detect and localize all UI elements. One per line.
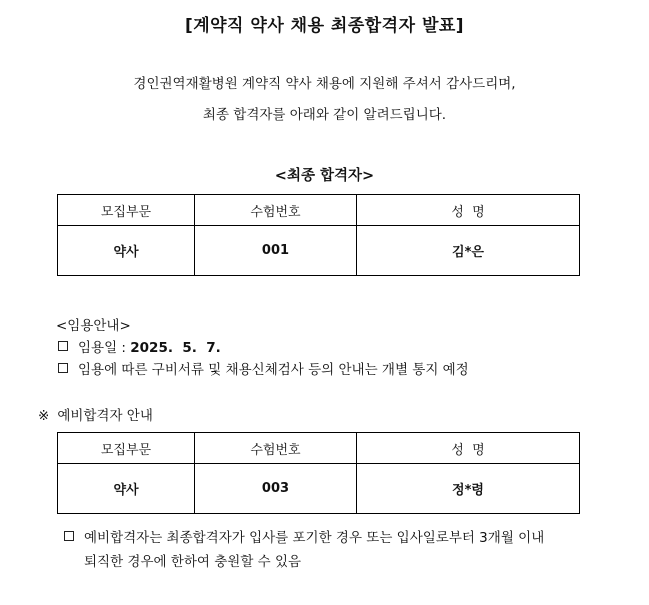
reserve-notice-line-2: 퇴직한 경우에 한하여 충원할 수 있음: [84, 554, 302, 570]
cell-exam-number: 001: [195, 226, 357, 276]
square-bullet-icon: [58, 363, 68, 373]
final-pass-heading: <최종 합격자>: [274, 168, 375, 184]
appointment-notice: [58, 358, 469, 378]
header-exam-number: 수험번호: [195, 433, 357, 464]
cell-name: 김*은: [357, 226, 580, 276]
square-bullet-icon: [58, 341, 68, 351]
table-header-row: [58, 433, 580, 464]
appointment-heading: <임용안내>: [56, 318, 131, 334]
reserve-heading-text: 예비합격자 안내: [57, 408, 153, 424]
page-title: [계약직 약사 채용 최종합격자 발표]: [184, 16, 465, 36]
table-row: [58, 464, 580, 514]
header-name: 성 명: [357, 433, 580, 464]
appointment-notice-text: 임용에 따른 구비서류 및 채용신체검사 등의 안내는 개별 통지 예정: [78, 362, 469, 378]
reserve-notice-text-1: 예비합격자는 최종합격자가 입사를 포기한 경우 또는 입사일로부터 3개월 이내: [84, 530, 545, 546]
appointment-date-label: 임용일 :: [78, 340, 131, 356]
reserve-notice-line-1: [64, 526, 544, 546]
cell-department: 약사: [58, 226, 195, 276]
header-exam-number: 수험번호: [195, 195, 357, 226]
square-bullet-icon: [64, 531, 74, 541]
appointment-date: [58, 336, 221, 356]
table-header-row: [58, 195, 580, 226]
cell-exam-number: 003: [195, 464, 357, 514]
reserve-heading: [38, 404, 153, 424]
table-row: [58, 226, 580, 276]
final-pass-table: [57, 194, 580, 276]
header-department: 모집부문: [58, 195, 195, 226]
cell-department: 약사: [58, 464, 195, 514]
header-name: 성 명: [357, 195, 580, 226]
note-symbol: ※: [38, 408, 50, 424]
intro-line-1: 경인권역재활병원 계약직 약사 채용에 지원해 주셔서 감사드리며,: [133, 76, 516, 92]
header-department: 모집부문: [58, 433, 195, 464]
reserve-pass-table: [57, 432, 580, 514]
cell-name: 정*령: [357, 464, 580, 514]
appointment-date-value: 2025. 5. 7.: [130, 340, 221, 356]
intro-line-2: 최종 합격자를 아래와 같이 알려드립니다.: [202, 107, 447, 123]
